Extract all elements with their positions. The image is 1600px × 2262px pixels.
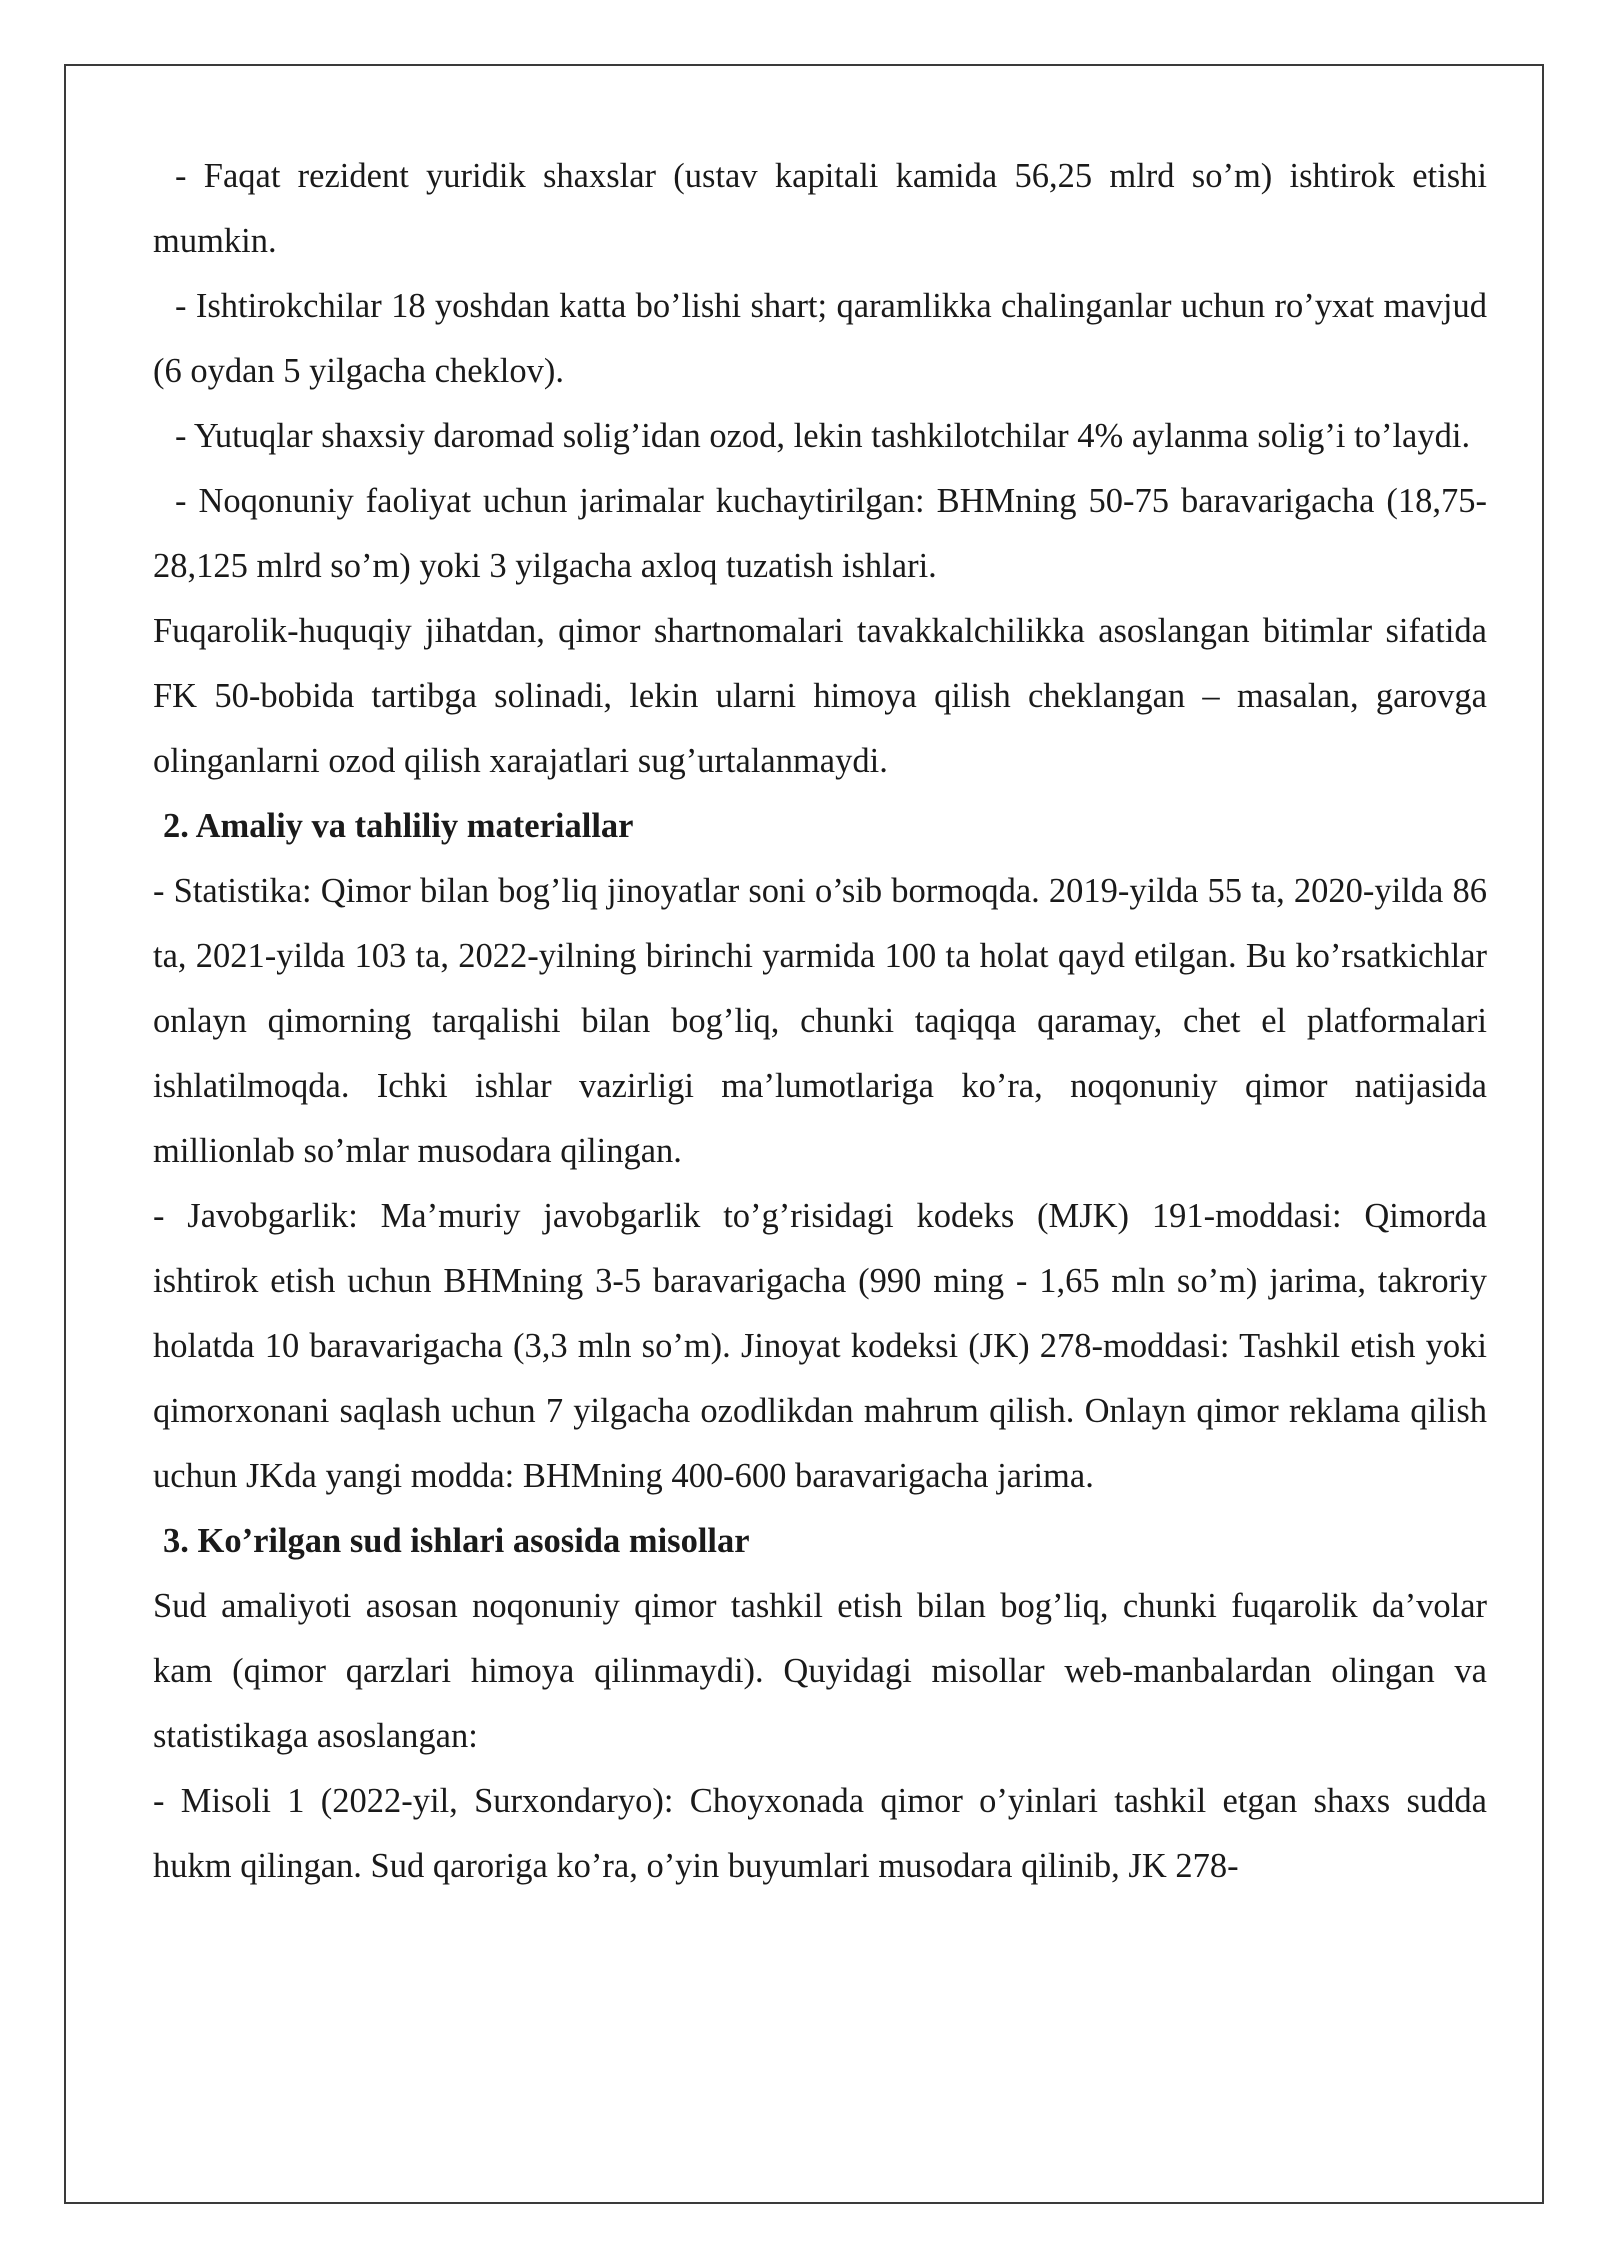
section-heading-3: 3. Ko’rilgan sud ishlari asosida misollar: [163, 1522, 750, 1560]
paragraph-bullet-penalties: - Noqonuniy faoliyat uchun jarimalar kuchaytirilgan: BHMning 50-75 baravarigacha (18,75-28,125 mlrd so’m) yoki 3 yilgacha axloq tuzatish ishlari.: [153, 482, 1487, 585]
paragraph-liability: - Javobgarlik: Ma’muriy javobgarlik to’g’risidagi kodeks (MJK) 191-moddasi: Qimorda ishtirok etish uchun BHMning 3-5 baravarigacha (990 ming - 1,65 mln so’m) jarima, takroriy holatda 10 baravarigacha (3,3 mln so’m). Jinoyat kodeksi (JK) 278-moddasi: Tashkil etish yoki qimorxonani saqlash uchun 7 yilgacha ozodlikdan mahrum qilish. Onlayn qimor reklama qilish uchun JKda yangi modda: BHMning 400-600 baravarigacha jarima.: [153, 1197, 1487, 1495]
paragraph-bullet-resident-entities: - Faqat rezident yuridik shaxslar (ustav kapitali kamida 56,25 mlrd so’m) ishtirok etishi mumkin.: [153, 157, 1487, 260]
document-body: [153, 144, 1487, 1899]
paragraph-bullet-age-requirement: - Ishtirokchilar 18 yoshdan katta bo’lishi shart; qaramlikka chalinganlar uchun ro’yxat mavjud (6 oydan 5 yilgacha cheklov).: [153, 287, 1487, 390]
paragraph-court-practice: Sud amaliyoti asosan noqonuniy qimor tashkil etish bilan bog’liq, chunki fuqarolik da’volar kam (qimor qarzlari himoya qilinmaydi). Quyidagi misollar web-manbalardan olingan va statistikaga asoslangan:: [153, 1587, 1487, 1755]
paragraph-statistics: - Statistika: Qimor bilan bog’liq jinoyatlar soni o’sib bormoqda. 2019-yilda 55 ta, 2020-yilda 86 ta, 2021-yilda 103 ta, 2022-yilning birinchi yarmida 100 ta holat qayd etilgan. Bu ko’rsatkichlar onlayn qimorning tarqalishi bilan bog’liq, chunki taqiqqa qaramay, chet el platformalari ishlatilmoqda. Ichki ishlar vazirligi ma’lumotlariga ko’ra, noqonuniy qimor natijasida millionlab so’mlar musodara qilingan.: [153, 872, 1487, 1170]
paragraph-example-1: - Misoli 1 (2022-yil, Surxondaryo): Choyxonada qimor o’yinlari tashkil etgan shaxs sudda hukm qilingan. Sud qaroriga ko’ra, o’yin buyumlari musodara qilinib, JK 278-: [153, 1782, 1487, 1885]
paragraph-civil-law: Fuqarolik-huquqiy jihatdan, qimor shartnomalari tavakkalchilikka asoslangan bitimlar sifatida FK 50-bobida tartibga solinadi, lekin ularni himoya qilish cheklangan – masalan, garovga olinganlarni ozod qilish xarajatlari sug’urtalanmaydi.: [153, 612, 1487, 780]
section-heading-2: 2. Amaliy va tahliliy materiallar: [163, 807, 634, 845]
paragraph-bullet-tax-exemption: - Yutuqlar shaxsiy daromad solig’idan ozod, lekin tashkilotchilar 4% aylanma solig’i to’laydi.: [175, 417, 1471, 455]
